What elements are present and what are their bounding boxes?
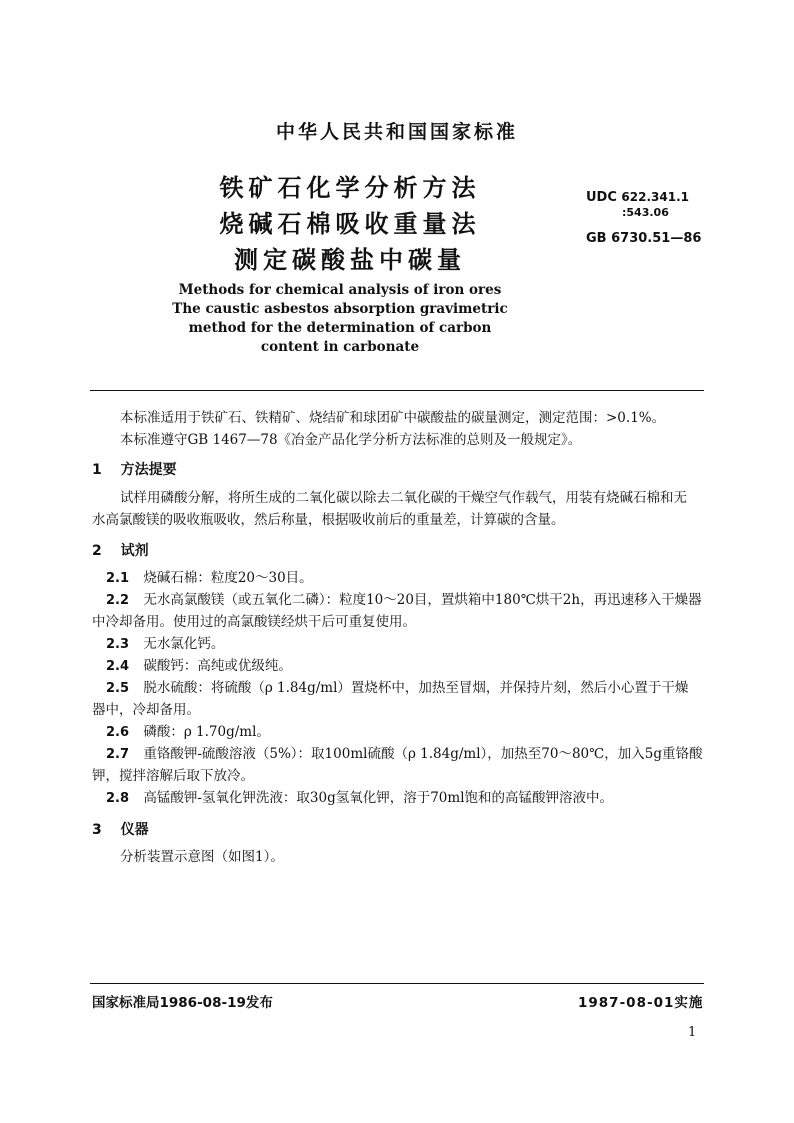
udc-label: UDC xyxy=(586,190,617,205)
effective-date: 1987-08-01实施 xyxy=(578,995,704,1011)
header-divider xyxy=(90,390,704,391)
intro-paragraph-2: 本标准遵守GB 1467—78《冶金产品化学分析方法标准的总则及一般规定》。 xyxy=(120,432,582,448)
reagent-number: 2.5 xyxy=(106,681,130,696)
footer-divider xyxy=(90,983,704,984)
section-2-number: 2 xyxy=(92,543,102,559)
reagent-item-2-5-continued: 器中，冷却备用。 xyxy=(92,702,200,718)
section-1-title: 方法提要 xyxy=(120,462,177,478)
reagent-item-2-7-continued: 钾，搅拌溶解后取下放冷。 xyxy=(92,768,254,784)
reagent-text: 无水高氯酸镁（或五氧化二磷）：粒度10～20目，置烘箱中180℃烘干2h，再迅速移入干燥器 xyxy=(143,592,702,608)
cn-title-line-3: 测定碳酸盐中碳量 xyxy=(234,246,466,274)
section-2-title: 试剂 xyxy=(120,543,149,559)
page-number: 1 xyxy=(688,1025,697,1040)
reagent-text: 重铬酸钾-硫酸溶液（5%）：取100ml硫酸（ρ 1.84g/ml），加热至70～80℃，加入5g重铬酸 xyxy=(143,746,703,762)
reagent-text: 碳酸钙：高纯或优级纯。 xyxy=(143,658,292,674)
section-1-number: 1 xyxy=(92,462,102,478)
reagent-item-2-1 xyxy=(106,567,313,590)
reagent-item-2-2-continued: 中冷却备用。使用过的高氯酸镁经烘干后可重复使用。 xyxy=(92,614,416,630)
reagent-text: 磷酸：ρ 1.70g/ml。 xyxy=(143,724,270,740)
section-3-text: 分析装置示意图（如图1）。 xyxy=(120,849,284,865)
section-1-text-line-2: 水高氯酸镁的吸收瓶吸收，然后称量，根据吸收前后的重量差，计算碳的含量。 xyxy=(92,512,565,528)
section-3-title: 仪器 xyxy=(120,822,149,838)
reagent-number: 2.1 xyxy=(106,571,130,586)
en-title-line-2: The caustic asbestos absorption gravimetric xyxy=(172,301,508,317)
section-1-heading xyxy=(92,459,177,479)
section-3-number: 3 xyxy=(92,822,102,838)
udc-code-2: :543.06 xyxy=(622,206,669,219)
en-title-line-1: Methods for chemical analysis of iron ores xyxy=(178,282,502,298)
reagent-number: 2.4 xyxy=(106,659,130,674)
reagent-number: 2.8 xyxy=(106,791,130,806)
reagent-item-2-5 xyxy=(106,677,688,700)
issue-date: 国家标准局1986-08-19发布 xyxy=(92,995,273,1011)
en-title-line-3: method for the determination of carbon xyxy=(188,320,492,336)
reagent-item-2-6 xyxy=(106,721,270,744)
standard-name: 中华人民共和国国家标准 xyxy=(275,121,518,143)
reagent-item-2-4 xyxy=(106,655,292,678)
reagent-text: 高锰酸钾-氢氧化钾洗液：取30g氢氧化钾，溶于70ml饱和的高锰酸钾溶液中。 xyxy=(143,790,614,806)
reagent-number: 2.2 xyxy=(106,593,130,608)
en-title-line-4: content in carbonate xyxy=(260,339,420,355)
intro-paragraph-1: 本标准适用于铁矿石、铁精矿、烧结矿和球团矿中碳酸盐的碳量测定，测定范围：>0.1%。 xyxy=(120,410,666,426)
reagent-item-2-8 xyxy=(106,787,613,810)
reagent-text: 烧碱石棉：粒度20～30目。 xyxy=(143,570,313,586)
section-3-heading xyxy=(92,819,149,839)
reagent-text: 无水氯化钙。 xyxy=(143,636,225,652)
gb-number: GB 6730.51—86 xyxy=(586,231,702,246)
udc-code-1: 622.341.1 xyxy=(621,190,689,204)
reagent-item-2-7 xyxy=(106,743,702,766)
reagent-text: 脱水硫酸：将硫酸（ρ 1.84g/ml）置烧杯中，加热至冒烟，并保持片刻，然后小心置于干燥 xyxy=(143,680,689,696)
reagent-item-2-2 xyxy=(106,589,702,612)
udc-block xyxy=(586,190,689,205)
reagent-number: 2.3 xyxy=(106,637,130,652)
section-1-text-line-1: 试样用磷酸分解，将所生成的二氧化碳以除去二氧化碳的干燥空气作载气，用装有烧碱石棉和无 xyxy=(120,490,687,506)
section-2-heading xyxy=(92,540,149,560)
cn-title-line-1: 铁矿石化学分析方法 xyxy=(219,174,481,202)
reagent-number: 2.6 xyxy=(106,725,130,740)
reagent-number: 2.7 xyxy=(106,747,130,762)
cn-title-line-2: 烧碱石棉吸收重量法 xyxy=(219,210,481,238)
reagent-item-2-3 xyxy=(106,633,224,656)
